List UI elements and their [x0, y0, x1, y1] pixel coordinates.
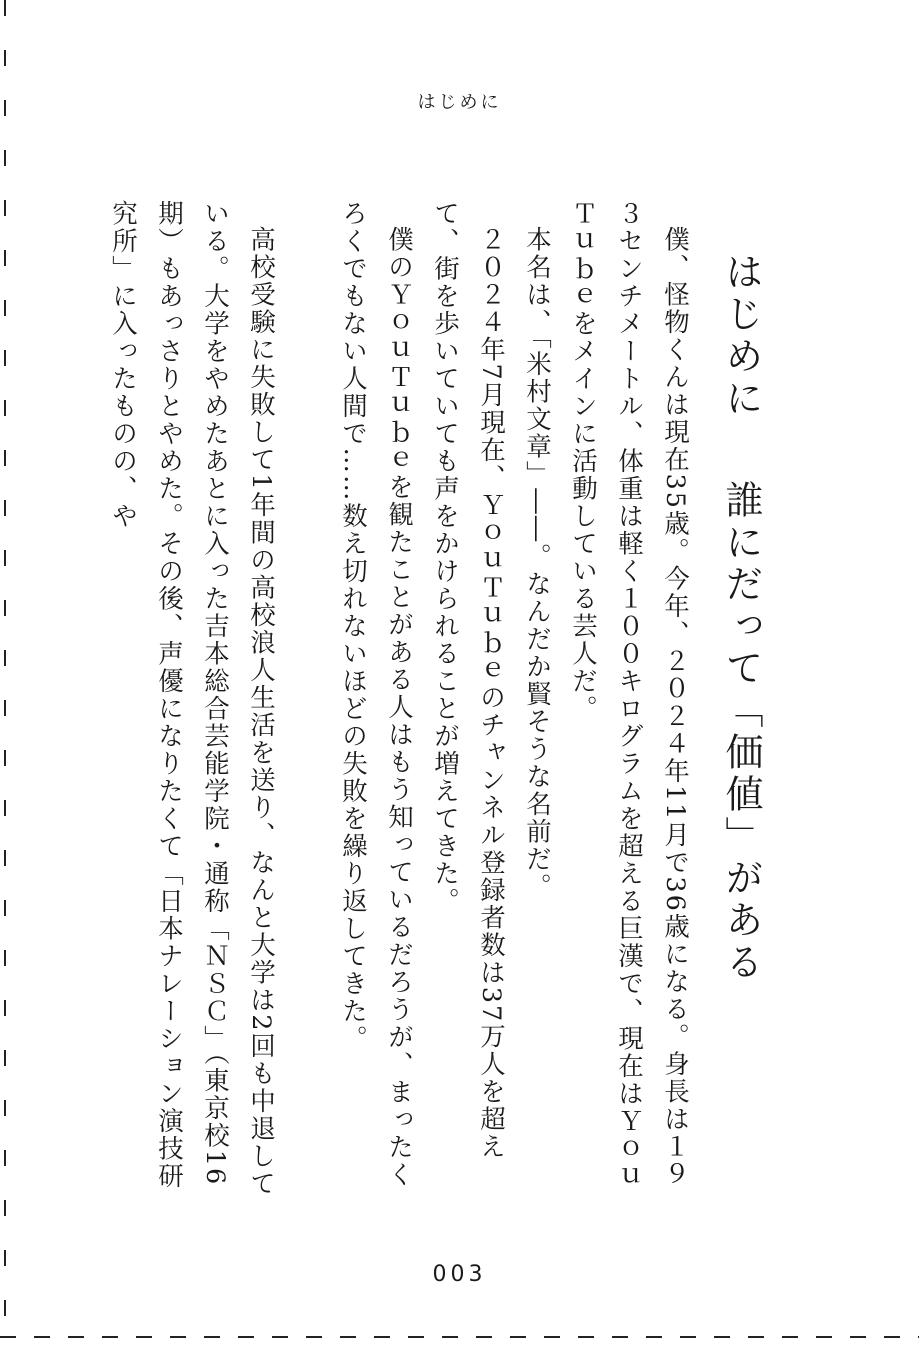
page-number: 003: [432, 1262, 487, 1287]
paragraph: 僕のＹｏｕＴｕｂｅを観たことがある人はもう知っているだろうが、まったくろくでもない人間で……数え切れないほどの失敗を繰り返してきた。: [338, 200, 414, 1188]
paragraph: 僕、怪物くんは現在35歳。今年、２０２４年11月で36歳になる。身長は１９３センチメートル、体重は軽く１００キログラムを超える巨漢で、現在はＹｏｕＴｕｂｅをメインに活動している芸人だ。: [568, 200, 690, 1190]
chapter-title: はじめに: [719, 252, 763, 420]
body-text: [108, 200, 698, 1210]
bottom-margin-rule: [0, 1336, 919, 1338]
paragraph: 本名は、「米村文章」――。なんだか賢そうな名前だ。: [522, 225, 552, 901]
running-head: はじめに: [417, 92, 502, 113]
paragraph: 高校受験に失敗して1年間の高校浪人生活を送り、なんと大学は2回も中退している。大学をやめたあとに入った吉本総合芸能学院・通称「ＮＳＣ」（東京校16期）もあっさりとやめた。その後、声優になりたくて「日本ナレーション演技研究所」に入ったものの、や: [108, 200, 276, 1197]
chapter-subtitle: 誰にだって「価値」がある: [719, 480, 763, 984]
left-margin-rule: [4, 0, 6, 1345]
paragraph: ２０２４年7月現在、ＹｏｕＴｕｂｅのチャンネル登録者数は37万人を超えて、街を歩いていても声をかけられることが増えてきた。: [430, 200, 506, 1161]
